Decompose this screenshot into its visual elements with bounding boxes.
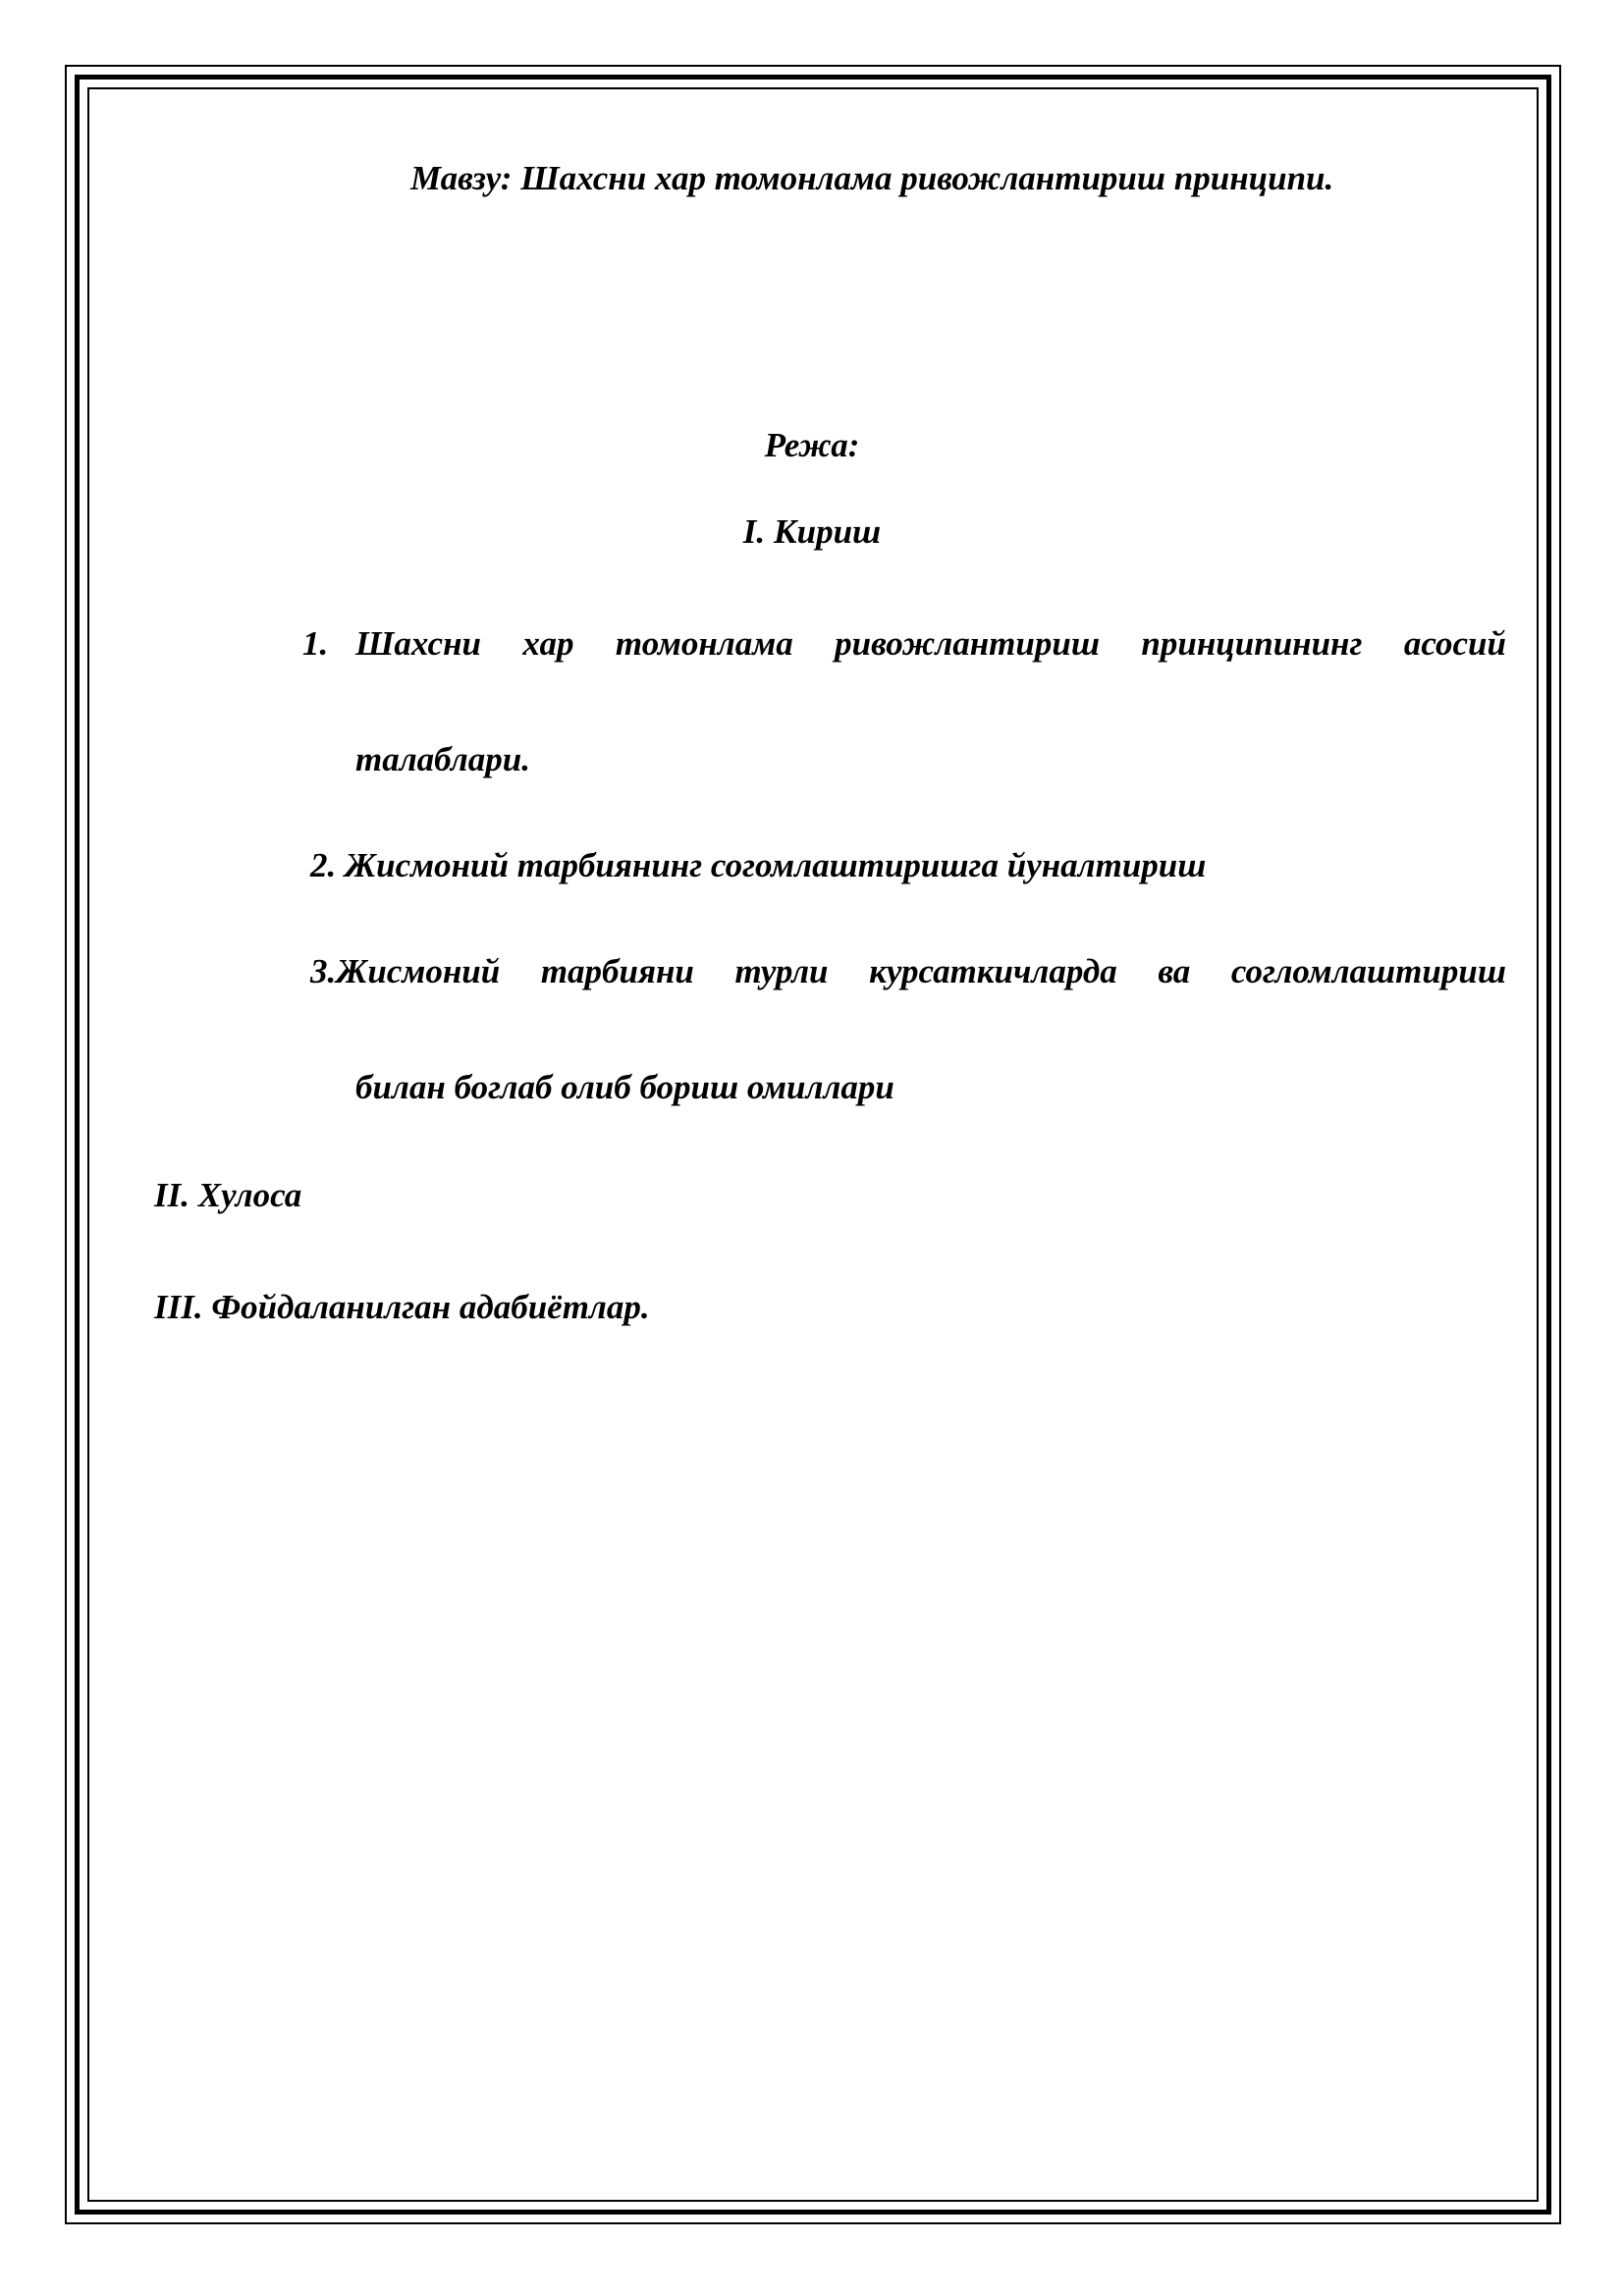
plan-heading: Режа: — [764, 426, 860, 464]
plan-item-3-line-1: 3.Жисмоний тарбияни турли курсаткичларда ва согломлаштириш — [310, 952, 1506, 990]
topic-title: Мавзу: Шахсни хар томонлама ривожлантириш принципи. — [410, 159, 1334, 197]
plan-item-1-line-2: талаблари. — [355, 740, 530, 778]
plan-item-1-number: 1. — [302, 624, 329, 663]
plan-item-2: 2. Жисмоний тарбиянинг согомлаштиришга йуналтириш — [310, 846, 1207, 884]
references-heading: III. Фойдаланилган адабиётлар. — [154, 1288, 650, 1326]
conclusion-heading: II. Хулоса — [154, 1176, 302, 1214]
plan-item-1-line-1: Шахсни хар томонлама ривожлантириш принципининг асосий — [355, 624, 1506, 663]
plan-item-3-line-2: билан боглаб олиб бориш омиллари — [355, 1068, 894, 1106]
page-border-inner — [87, 87, 1539, 2202]
introduction-heading: I. Кириш — [742, 512, 882, 551]
